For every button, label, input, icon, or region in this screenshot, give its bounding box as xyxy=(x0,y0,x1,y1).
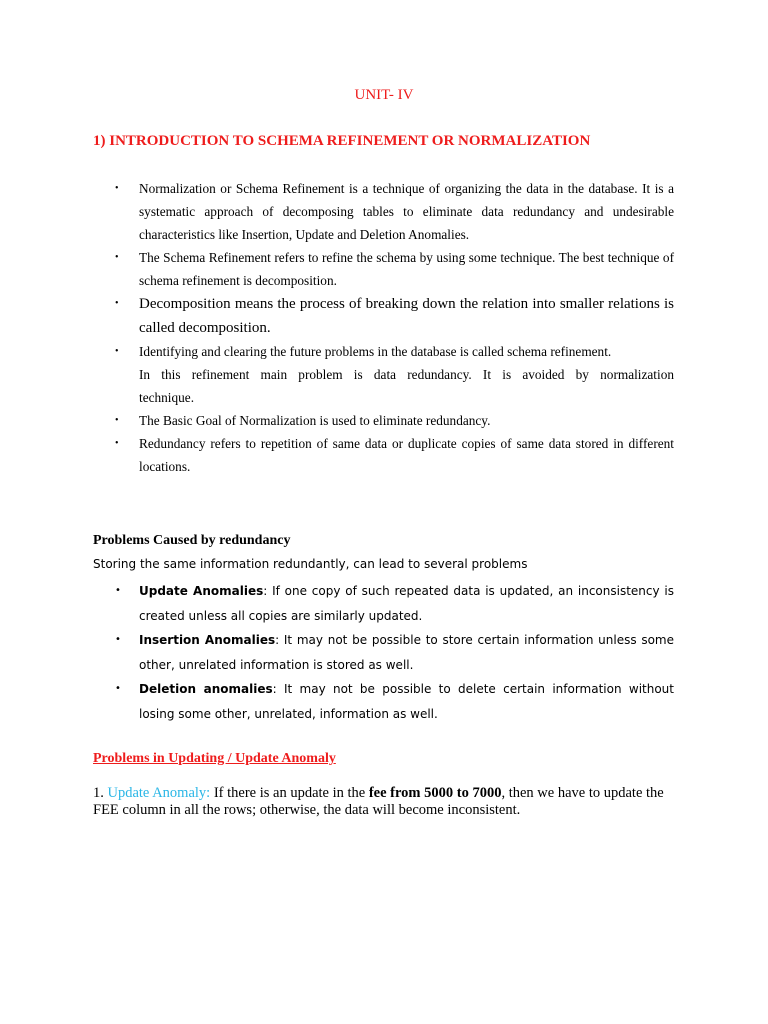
list-item xyxy=(0,409,768,432)
bullet-text: Decomposition means the process of breaking down the relation into smaller relations is called decomposition. xyxy=(139,296,674,336)
bullet-text: Identifying and clearing the future problems in the database is called schema refinement. xyxy=(139,344,612,359)
redundancy-heading: Problems Caused by redundancy xyxy=(93,533,291,548)
anomaly-bullet-list xyxy=(0,579,768,726)
bullet-text: Redundancy refers to repetition of same data or duplicate copies of same data stored in different locations. xyxy=(139,436,674,474)
bullet-icon: • xyxy=(115,183,119,194)
bullet-continuation: In this refinement main problem is data redundancy. It is avoided by normalization xyxy=(139,367,674,382)
list-item xyxy=(0,628,768,677)
anomaly-text: : If one copy of such repeated data is updated, an inconsistency is created unless all copies are similarly updated. xyxy=(139,584,674,623)
bullet-continuation: technique. xyxy=(139,390,195,405)
list-item xyxy=(0,340,768,409)
section-title: 1) INTRODUCTION TO SCHEMA REFINEMENT OR NORMALIZATION xyxy=(93,133,591,149)
bullet-text: The Schema Refinement refers to refine the schema by using some technique. The best technique of schema refinement is decomposition. xyxy=(139,250,674,288)
anomaly-text: : It may not be possible to delete certain information without losing some other, unrelated, information as well. xyxy=(139,682,674,721)
paragraph-text: If there is an update in the xyxy=(210,785,369,801)
list-item xyxy=(0,177,768,246)
update-anomaly-heading: Problems in Updating / Update Anomaly xyxy=(93,751,336,766)
bullet-text: The Basic Goal of Normalization is used to eliminate redundancy. xyxy=(139,413,491,428)
unit-title: UNIT- IV xyxy=(354,87,414,103)
bullet-icon: • xyxy=(115,346,119,357)
list-item xyxy=(0,246,768,292)
bullet-icon: • xyxy=(115,252,119,263)
update-anomaly-term: Update Anomaly: xyxy=(107,785,211,801)
bullet-icon: • xyxy=(115,298,119,309)
bullet-icon: • xyxy=(115,438,119,449)
update-anomaly-paragraph xyxy=(93,785,683,819)
bullet-icon: • xyxy=(115,415,119,426)
list-item xyxy=(0,677,768,726)
list-item xyxy=(0,432,768,478)
item-number: 1. xyxy=(93,785,104,801)
anomaly-term: Insertion Anomalies xyxy=(139,633,276,647)
bullet-text: Normalization or Schema Refinement is a technique of organizing the data in the database. It is a systematic approach of decomposing tables to eliminate data redundancy and undesirable characteristics like Insertion, Update and Deletion Anomalies. xyxy=(139,181,674,242)
anomaly-term: Deletion anomalies xyxy=(139,682,273,696)
bullet-icon: • xyxy=(115,634,121,645)
redundancy-intro: Storing the same information redundantly, can lead to several problems xyxy=(93,557,528,571)
bullet-icon: • xyxy=(115,585,121,596)
bullet-icon: • xyxy=(115,683,121,694)
intro-bullet-list xyxy=(0,177,768,478)
fee-change: fee from 5000 to 7000 xyxy=(368,785,502,801)
anomaly-term: Update Anomalies xyxy=(139,584,264,598)
paragraph-text: , then we have to update the FEE column in all the rows; otherwise, the data will become inconsistent. xyxy=(93,785,664,818)
list-item xyxy=(0,579,768,628)
list-item xyxy=(0,292,768,340)
anomaly-text: : It may not be possible to store certain information unless some other, unrelated information is stored as well. xyxy=(139,633,674,672)
